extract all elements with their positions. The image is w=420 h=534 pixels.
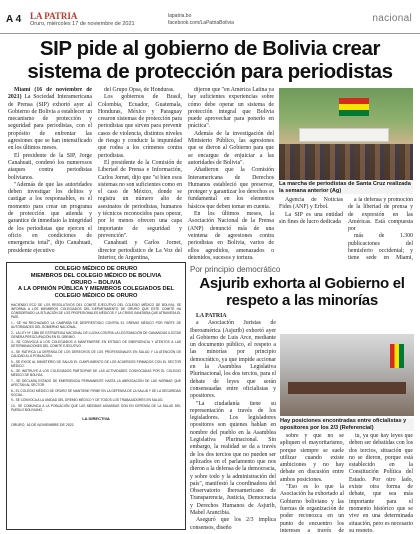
paragraph-text: del Grupo Opsa, de Honduras. [104, 87, 175, 93]
paragraph-text: Agencia de Noticias Fides (ANF) y Erbol. [279, 197, 343, 211]
article1-column-3 [188, 87, 274, 262]
paragraph-text: sobre y que no se apliquen el mayoritarismo, porque siempre se suele utilizar cuando existe ambiciones y no hay debate en discusión entre ambos posiciones. [280, 433, 344, 483]
colegio-medico-notice [6, 262, 186, 530]
paragraph [8, 182, 92, 255]
paragraph-text: Aseguró que los 2/3 implica consensos, diseño [190, 517, 276, 531]
paragraph-text: "Eso es lo que la Asociación ha exhortado al Gobierno boliviano y las fuerzas de organización de poder reconozca en un punto de encuentro los intereses a través de [280, 484, 344, 532]
paragraph [98, 160, 182, 240]
paragraph-text: Los gobiernos de Brasil, Colombia, Ecuador, Guatemala, Honduras, México y Paraguay crearon sistemas de protección para periodistas que sirven para prevenir casos de violencia, distintos niveles de riesgo y conducir la impunidad que rodea a los crímenes contra periodistas. [98, 94, 182, 159]
paragraph [188, 87, 274, 131]
paragraph-text: Canahuati y Carlos Jornet, director periodístico de La Voz del Interior, de Argentina, [98, 240, 182, 261]
article2-column-2 [280, 433, 344, 532]
notice-paragraph: 6.- SE INSTRUYE A LOS COLEGIADOS PARTICIPAR DE LAS ACTIVIDADES CONVOCADAS POR EL COLEGIO MÉDICO DE BOLIVIA. [11, 369, 181, 378]
paragraph-text: El presidente de la Comisión de Libertad de Prensa e Información, Carlos Jornet, dijo que "si bien esos sistemas no son suficientes como en el caso de México, donde se registra un número alto de asesinatos de periodistas, humanos y técnicos reconocidos para operar, por lo menos ofrecen una capa importante de seguridad y prevención". [98, 159, 182, 239]
notice-paragraph: 4.- SE RATIFICA LA DEFENSA DE LOS DERECHOS DE LOS PROFESIONALES EN SALUD Y LA ATENCIÓN DE CALIDAD A LA POBLACIÓN. [11, 349, 181, 359]
notice-body [11, 303, 181, 412]
paragraph [190, 401, 276, 518]
article2-photo [280, 334, 414, 416]
paragraph [8, 87, 92, 153]
notice-paragraph: 9.- SE CONVOCA A LA UNIDAD DEL GREMIO MÉDICO Y DE TODOS LOS TRABAJADORES EN SALUD. [11, 398, 164, 403]
paragraph-text: a la defensa y promoción de la libertad de prensa y de expresión en las Américas. Está compuesta por [348, 197, 413, 233]
paragraph-text: En los últimos meses, la Asociación Nacional de la Prensa (ANP) denunció más de una veintena de agresiones contra periodistas en Bolivia, varios de ellos agredidos, amenazados o detenidos, sucesos y tortura. [188, 211, 274, 261]
facebook-link[interactable]: facebook.com/LaPatriaBolivia [168, 20, 234, 26]
paragraph-text: dijeron que "en América Latina ya hay suficientes experiencias sobre cómo debe operar un sistema de protección integral que Bolivia puede aprovechar para ponerlo en práctica". [188, 87, 274, 130]
article2-column-1 [190, 313, 276, 532]
paragraph [8, 153, 92, 182]
assembly-table [288, 382, 406, 394]
notice-paragraph: 3.- SE CONVOCA A LOS COLEGIADOS A MANTENERSE EN ESTADO DE EMERGENCIA Y ATENTOS A LAS DETERMINACIONES DEL COMITÉ EJECUTIVO. [11, 340, 181, 349]
paragraph-text: Añadieron que la Comisión Interamericana de Derechos Humanos estableció que preservar, proteger y garantizar los derechos es fundamental en los elementos básicos que deben tomar en cuenta. [188, 167, 274, 210]
crowd [279, 144, 413, 180]
paragraph [190, 320, 276, 400]
paragraph [280, 433, 344, 484]
paragraph-text: "La ciudadanía tiene su representación a través de los legisladores. Los legisladores opositores son quienes hablan en nombre del pueblo en la Asamblea Legislativa Plurinacional. Sin embargo, la realidad se da a través de los dos tercios que no pueden ser aplicados en el parlamento que nos dieron a la defensa de la democracia, y sobre todo y la administración del país", manifestó la coordinadora del Observatorio Iberoamericano de Transparencia, Justicia, Democracia y Derechos Humanos de Asjurib, Mabel Arancibia. [190, 400, 276, 517]
paragraph-text: El presidente de la SIP, Jorge Canahuati, condenó los numerosos ataques contra periodistas bolivianos. [8, 152, 92, 181]
page-header [0, 0, 420, 34]
paragraph [190, 517, 276, 532]
article1-headline: SIP pide al gobierno de Bolivia crear sistema de protección para periodistas [27, 37, 393, 83]
paragraph [98, 87, 182, 94]
paragraph-text: a Asociación Juristas de Iberoamérica (Asjurib) exhortó ayer al Gobierno de Luis Arce, mediante un documento público, el respeto a las minorías por principio democrático, ya que impide accionar en la Asamblea Legislativa Plurinacional, los dos tercios, para el debate de leyes que serán consensuadas entre oficialistas y opositores. [190, 320, 276, 400]
article1-column-5 [348, 197, 413, 262]
site-links [168, 13, 234, 27]
paragraph-text: "Además de que las autoridades deben investigar los delitos y castigar a los responsables, es el momento para crear un programa de protección que atienda y garantice de inmediato la integridad de los periodistas que ejercen el oficio en condiciones de emergencia total", dijo Canahuati, presidente ejecutivo [8, 181, 92, 254]
paragraph-text: Además de la investigación del Ministerio Público, las agresiones que se dieron al Gobierno para que se encargue de enjuiciar a las autoridades de Bolivia". [188, 130, 274, 166]
notice-paragraph: HACIENDO ECO DE LOS RESOLUTIVOS DEL COMITÉ EJECUTIVO DEL COLEGIO MÉDICO DE BOLIVIA, SE INFORMA A LOS MIEMBROS COLEGIADOS DEL DEPARTAMENTO DE ORURO QUE ESTE COMITÉ HA CONSIDERADO LA SITUACIÓN DE LOS PROFESIONALES MÉDICOS Y LA CRISIS SANITARIA QUE ATRAVIESA EL PAÍS. [11, 302, 181, 320]
bolivia-flag [390, 344, 404, 368]
article2-photo-caption: Hay posiciones encontradas entre oficialistas y opositores por los 2/3 (Referencial) [280, 418, 414, 431]
article2-headline: Asjurib exhorta al Gobierno el respeto a las minorías [199, 275, 405, 309]
paragraph [279, 212, 343, 227]
notice-date: ORURO, 16 DE NOVIEMBRE DE 2021 [11, 423, 74, 428]
paragraph [349, 433, 413, 532]
paragraph-text: La Sociedad Interamericana de Prensa (SIP) exhortó ayer al Gobierno de Bolivia a establecer un mecanismo de protección y seguridad para periodistas, con el propósito de enfrentar las agresiones que se han intensificado en los últimos meses. [8, 94, 92, 152]
notice-paragraph: 5.- SE EXIGE AL MINISTERIO DE SALUD EL CUMPLIMIENTO DE LOS ACUERDOS FIRMADOS CON EL SECTOR MÉDICO. [11, 359, 181, 368]
notice-paragraph: 10.- SE COMUNICA A LA POBLACIÓN QUE LAS MEDIDAS ASUMIDAS SON EN DEFENSA DE LA SALUD DEL PUEBLO BOLIVIANO. [11, 403, 181, 413]
notice-signature: LA DIRECTIVA [82, 416, 110, 422]
paragraph [188, 167, 274, 211]
bolivia-flag-green [339, 110, 369, 116]
paragraph-text: tu, ya que hay leyes que deben ser debatidas con los dos tercios, situación que no se dieron, porque está establecido en la Constitución Política del Estado. Por otro lado, existe otra forma de debate, que sea más importante para el momento histórico que se vive en una determinada situación, pero es necesario su respeto. [349, 433, 413, 532]
paragraph [280, 484, 344, 532]
paragraph-text: más de 1.300 publicaciones del hemisferio occidental; y tiene sede en Miami, [348, 233, 413, 262]
notice-paragraph: 1.- SE HA RECHAZADO LA CAMPAÑA DE DESPRESTIGIO CONTRA EL GREMIO MÉDICO POR PARTE DE AUTORIDADES DEL GOBIERNO NACIONAL. [11, 320, 181, 329]
paragraph [279, 197, 343, 212]
protest-banner [299, 128, 389, 142]
section-label: nacional [372, 13, 412, 24]
article1-photo-caption: La marcha de periodistas de Santa Cruz realizada la semana anterior (Ag) [279, 181, 413, 194]
article1-column-4 [279, 197, 343, 262]
paragraph [190, 313, 276, 320]
page-number: A 4 [6, 14, 22, 25]
paragraph [188, 211, 274, 262]
article1-photo [279, 88, 413, 180]
lead-dateline: Miami (16 de noviembre de 2021) [8, 87, 92, 101]
paragraph [188, 131, 274, 167]
site-url[interactable]: lapatria.bo [168, 13, 192, 19]
paragraph [98, 94, 182, 160]
paragraph-text: La SIP es una entidad sin fines de lucro dedicada [279, 211, 343, 225]
notice-paragraph: 2.- LA LEY Nº 1386 DE ESTRATEGIA NACIONAL DE LUCHA CONTRA LA LEGITIMACIÓN DE GANANCIAS ILÍCITAS GENERA PREOCUPACIÓN EN EL GREMIO. [11, 330, 181, 339]
lead-dateline: LA PATRIA [196, 313, 227, 319]
notice-paragraph: 8.- EL COLEGIO MÉDICO DE ORURO SE MANTIENE FIRME EN LA DEFENSA DE LA SALUD Y DE LA SEGURIDAD SOCIAL. [11, 388, 181, 397]
article2-kicker: Por principio democrático [190, 265, 281, 274]
masthead: LA PATRIA [30, 11, 78, 21]
article2-column-3 [349, 433, 413, 532]
article1-column-2 [98, 87, 182, 262]
paragraph [348, 197, 413, 233]
paragraph [348, 233, 413, 262]
article1-column-1 [8, 87, 92, 262]
dateline: Oruro, miércoles 17 de noviembre de 2021 [30, 21, 135, 27]
paragraph [98, 240, 182, 262]
notice-title: COLEGIO MÉDICO DE ORURO MIEMBROS DEL COLEGIO MÉDICO DE BOLIVIA ORURO – BOLIVIA A LA OPINIÓN PÚBLICA Y MIEMBROS COLEGIADOS DEL COLEGIO MÉDICO DE ORURO [18, 266, 174, 300]
notice-paragraph: 7.- SE DECLARA ESTADO DE EMERGENCIA PERMANENTE HASTA LA ABROGACIÓN DE LAS NORMAS QUE AFECTAN AL SECTOR. [11, 378, 181, 388]
